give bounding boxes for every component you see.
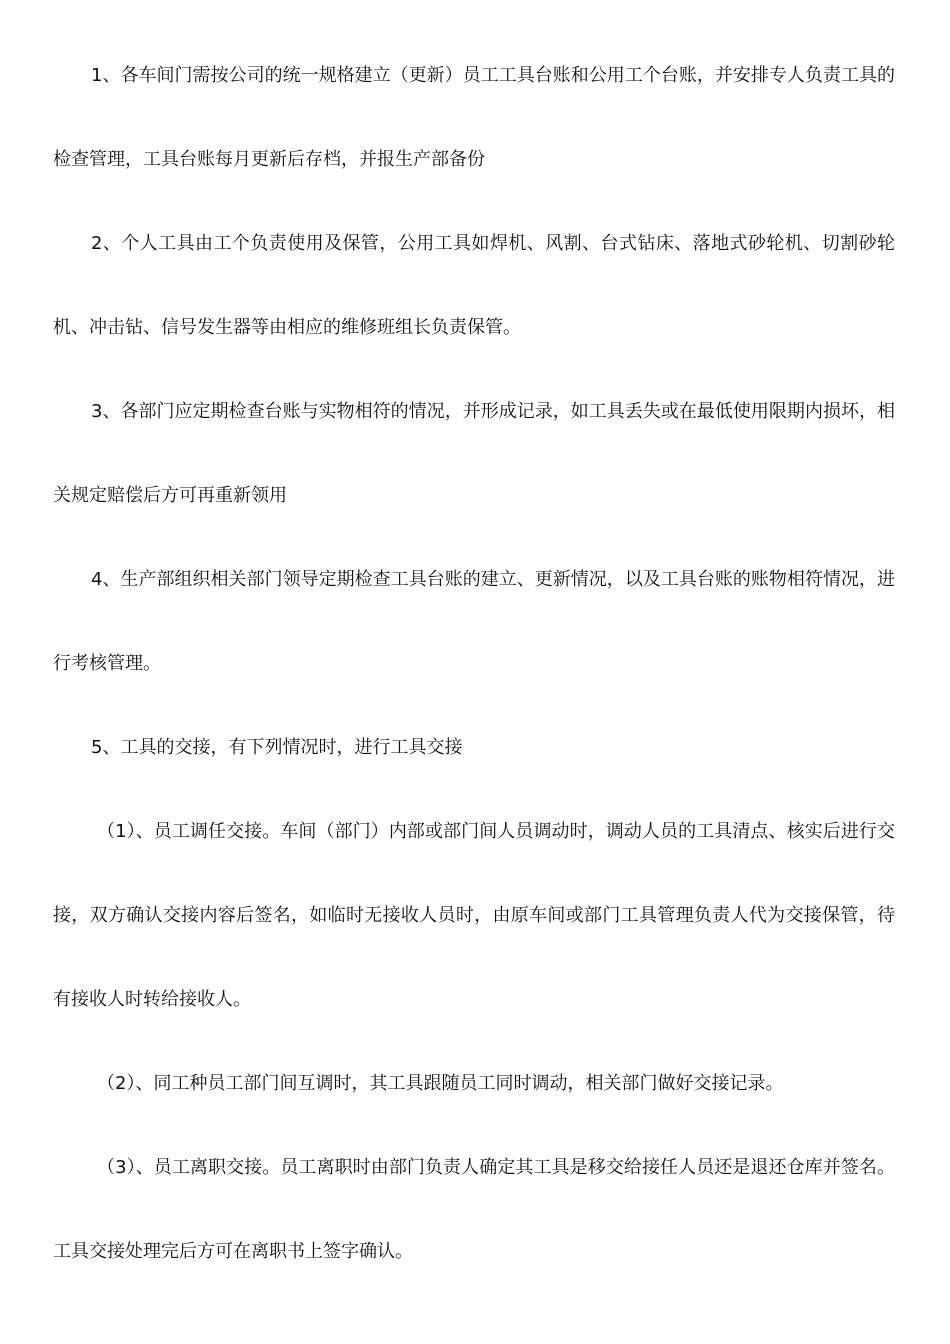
paragraph-5-3-resignation-handover: （3）、员工离职交接。员工离职时由部门负责人确定其工具是移交给接任人员还是退还仓库并签名。工具交接处理完后方可在离职书上签字确认。 xyxy=(53,1157,895,1262)
paragraph-4-assessment: 4、生产部组织相关部门领导定期检查工具台账的建立、更新情况，以及工具台账的账物相符情况，进行考核管理。 xyxy=(53,569,895,674)
paragraph-3-periodic-check: 3、各部门应定期检查台账与实物相符的情况，并形成记录，如工具丢失或在最低使用限期内损坏，相关规定赔偿后方可再重新领用 xyxy=(53,401,895,506)
paragraph-5-1-transfer-handover: （1）、员工调任交接。车间（部门）内部或部门间人员调动时，调动人员的工具清点、核实后进行交接，双方确认交接内容后签名，如临时无接收人员时，由原车间或部门工具管理负责人代为交接保管，待有接收人时转给接收人。 xyxy=(53,821,895,1010)
paragraph-5-2-same-trade-transfer: （2）、同工种员工部门间互调时，其工具跟随员工同时调动，相关部门做好交接记录。 xyxy=(97,1073,784,1094)
paragraph-2-tool-custody: 2、个人工具由工个负责使用及保管，公用工具如焊机、风割、台式钻床、落地式砂轮机、切割砂轮机、冲击钻、信号发生器等由相应的维修班组长负责保管。 xyxy=(53,233,895,338)
paragraph-1-ledger-setup: 1、各车间门需按公司的统一规格建立（更新）员工工具台账和公用工个台账，并安排专人负责工具的检查管理，工具台账每月更新后存档，并报生产部备份 xyxy=(53,65,895,170)
paragraph-5-handover-heading: 5、工具的交接，有下列情况时，进行工具交接 xyxy=(91,737,463,758)
